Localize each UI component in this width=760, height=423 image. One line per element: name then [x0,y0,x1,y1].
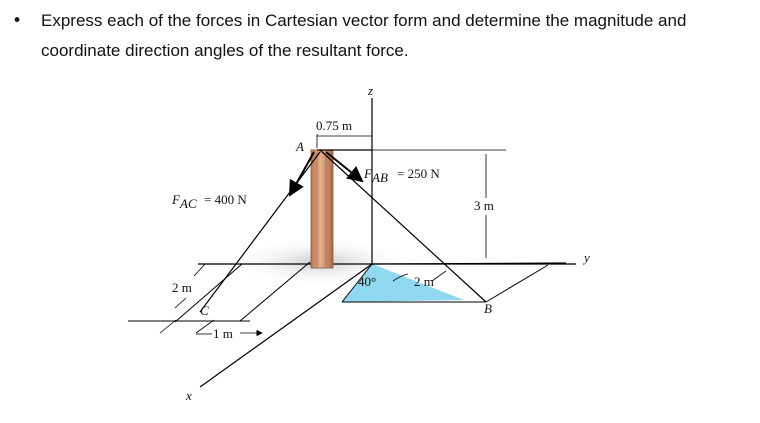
force-ac-value: = 400 N [204,192,247,207]
problem-text: Express each of the forces in Cartesian vector form and determine the magnitude and coordinate direction angles of the resultant force. [41,11,687,60]
z-axis-label: z [368,83,374,98]
point-a-label: A [296,139,304,154]
dim-2m-ground-label: 2 m [414,274,434,289]
force-ab-value: = 250 N [397,166,440,181]
y-axis-label: y [584,250,590,265]
point-b-label: B [484,301,492,316]
force-ac-arrow [290,152,314,195]
force-ac-symbol: F [172,192,180,207]
force-ab-symbol: F [364,166,372,181]
force-ab-subscript: AB [372,170,388,185]
ground-line-right [486,265,548,302]
bullet-icon: • [12,11,23,31]
dim-3m-label: 3 m [474,198,494,213]
cable-ac [200,152,320,312]
point-c-label: C [200,303,209,318]
angle-40-label: 40° [358,274,377,289]
dim-075-label: 0.75 m [316,118,353,133]
dim-1m-label: 1 m [213,326,233,341]
force-ac-subscript: AC [180,196,197,211]
x-axis-label: x [186,388,192,403]
post [311,150,333,268]
dim-2m-left-label: 2 m [172,280,192,295]
